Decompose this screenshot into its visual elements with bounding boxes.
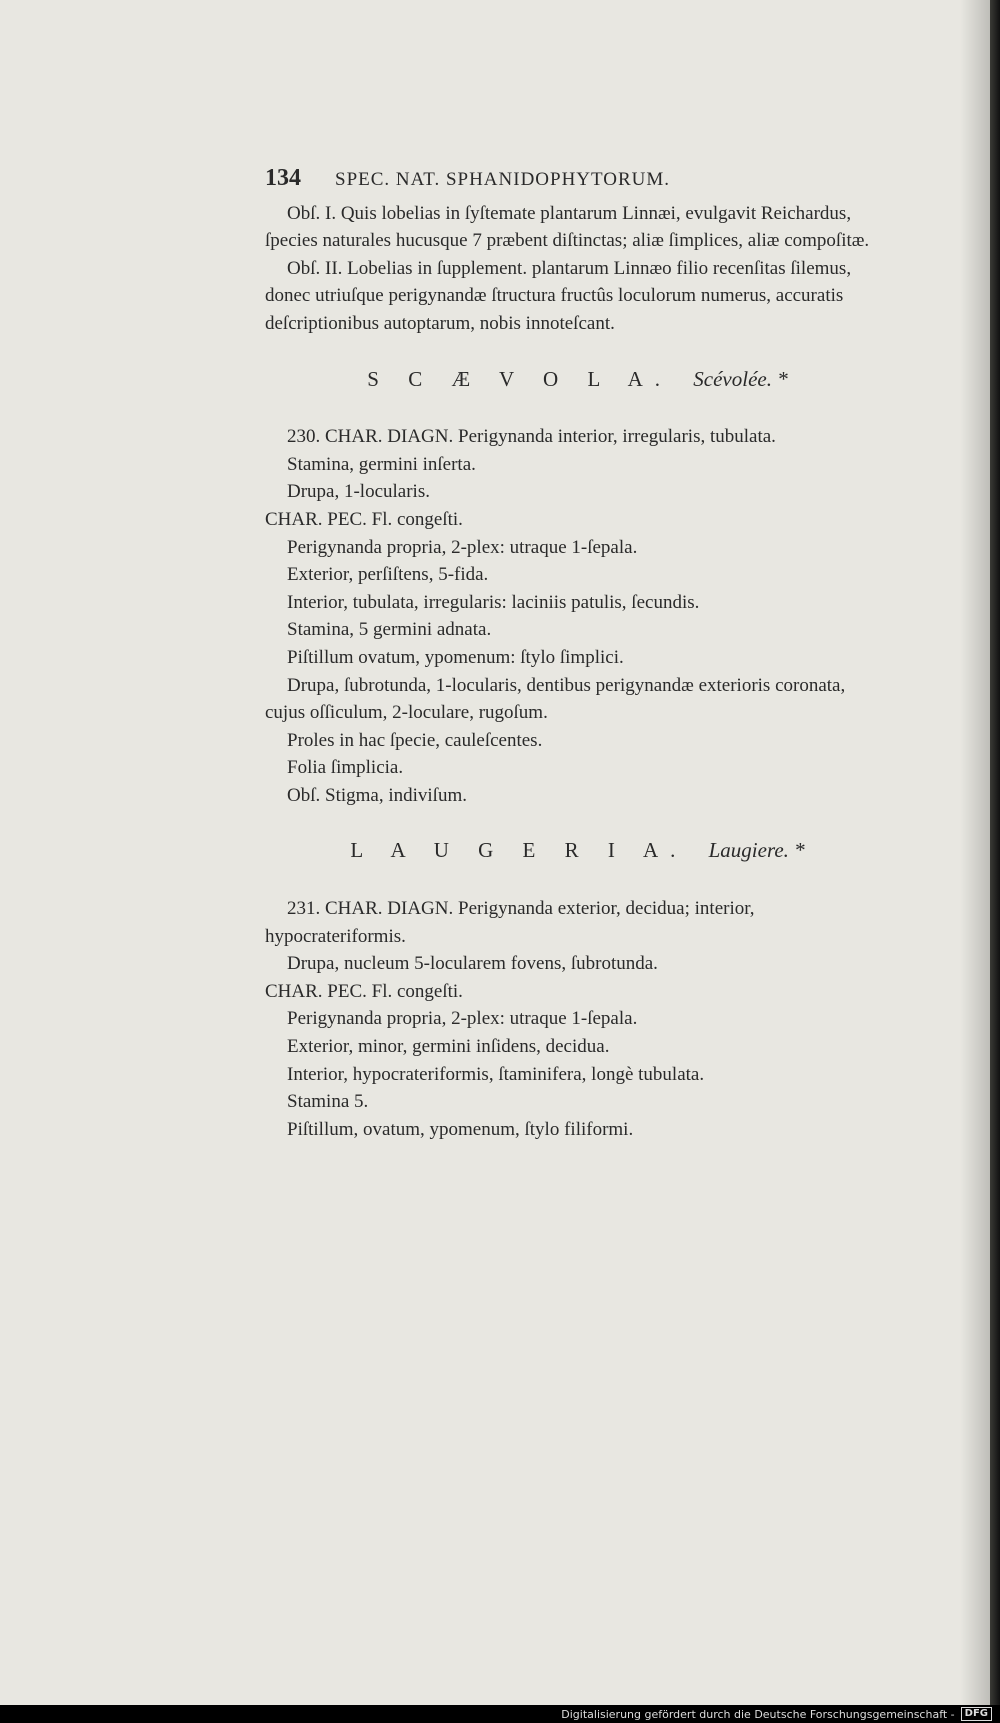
- page-text-block: [265, 165, 890, 1143]
- running-title: SPEC. NAT. SPHANIDOPHYTORUM.: [335, 169, 671, 190]
- text-line: Interior, hypocrateriformis, ſtaminifera, longè tubulata.: [287, 1063, 705, 1085]
- text-line: Proles in hac ſpecie, cauleſcentes.: [287, 729, 543, 751]
- text-line: 231. CHAR. DIAGN. Perigynanda exterior, decidua; interior, hypocrateriformis.: [265, 898, 755, 947]
- genus-french-name: Laugiere. *: [708, 838, 805, 863]
- genus-heading-laugeria: [265, 837, 890, 865]
- footer-text: Digitalisierung gefördert durch die Deutsche Forschungsgemeinschaft -: [561, 1707, 955, 1721]
- genus-heading-scaevola: [265, 366, 890, 394]
- genus-name: S C Æ V O L A.: [367, 366, 673, 391]
- text-line: Exterior, minor, germini inſidens, decidua.: [287, 1036, 610, 1058]
- text-line: Stamina 5.: [287, 1091, 369, 1113]
- book-edge: [990, 0, 1000, 1723]
- text-line: Obſ. Stigma, indiviſum.: [287, 784, 467, 806]
- text-line: Piſtillum, ovatum, ypomenum, ſtylo filiformi.: [287, 1118, 634, 1140]
- text-line: Exterior, perſiſtens, 5-fida.: [287, 564, 489, 586]
- observation-1: Obſ. I. Quis lobelias in ſyſtemate plantarum Linnæi, evulgavit Reichardus, ſpecies naturales hucusque 7 præbent diſtinctas; aliæ ſimplices, aliæ compoſitæ.: [265, 202, 870, 252]
- text-line: Drupa, nucleum 5-locularem fovens, ſubrotunda.: [287, 953, 658, 975]
- section-230: [265, 423, 890, 809]
- text-line: 230. CHAR. DIAGN. Perigynanda interior, irregularis, tubulata.: [287, 426, 776, 448]
- text-line: CHAR. PEC. Fl. congeſti.: [265, 508, 463, 530]
- digitization-footer: [0, 1705, 1000, 1723]
- text-line: Folia ſimplicia.: [287, 757, 404, 779]
- text-line: Drupa, 1-locularis.: [287, 481, 430, 503]
- text-line: Drupa, ſubrotunda, 1-locularis, dentibus perigynandæ exterioris coronata, cujus oſſiculum, 2-loculare, rugoſum.: [265, 674, 846, 724]
- section-231: [265, 895, 890, 1143]
- genus-name: L A U G E R I A.: [350, 838, 688, 863]
- genus-french-name: Scévolée. *: [693, 366, 788, 391]
- text-line: Perigynanda propria, 2-plex: utraque 1-ſepala.: [287, 536, 638, 558]
- observation-2: Obſ. II. Lobelias in ſupplement. plantarum Linnæo filio recenſitas ſilemus, donec utriuſque perigynandæ ſtructura fructûs loculorum numerus, accuratis deſcriptionibus autoptarum, nobis innoteſcant.: [265, 257, 852, 334]
- text-line: Perigynanda propria, 2-plex: utraque 1-ſepala.: [287, 1008, 638, 1030]
- text-line: Piſtillum ovatum, ypomenum: ſtylo ſimplici.: [287, 646, 624, 668]
- text-line: Stamina, 5 germini adnata.: [287, 619, 492, 641]
- text-line: Stamina, germini inſerta.: [287, 453, 476, 475]
- dfg-logo: DFG: [961, 1707, 992, 1721]
- text-line: CHAR. PEC. Fl. congeſti.: [265, 980, 463, 1002]
- gutter-shadow: [960, 0, 990, 1705]
- text-line: Interior, tubulata, irregularis: laciniis patulis, ſecundis.: [287, 591, 700, 613]
- page-header: [265, 165, 890, 194]
- page-number: 134: [265, 165, 301, 191]
